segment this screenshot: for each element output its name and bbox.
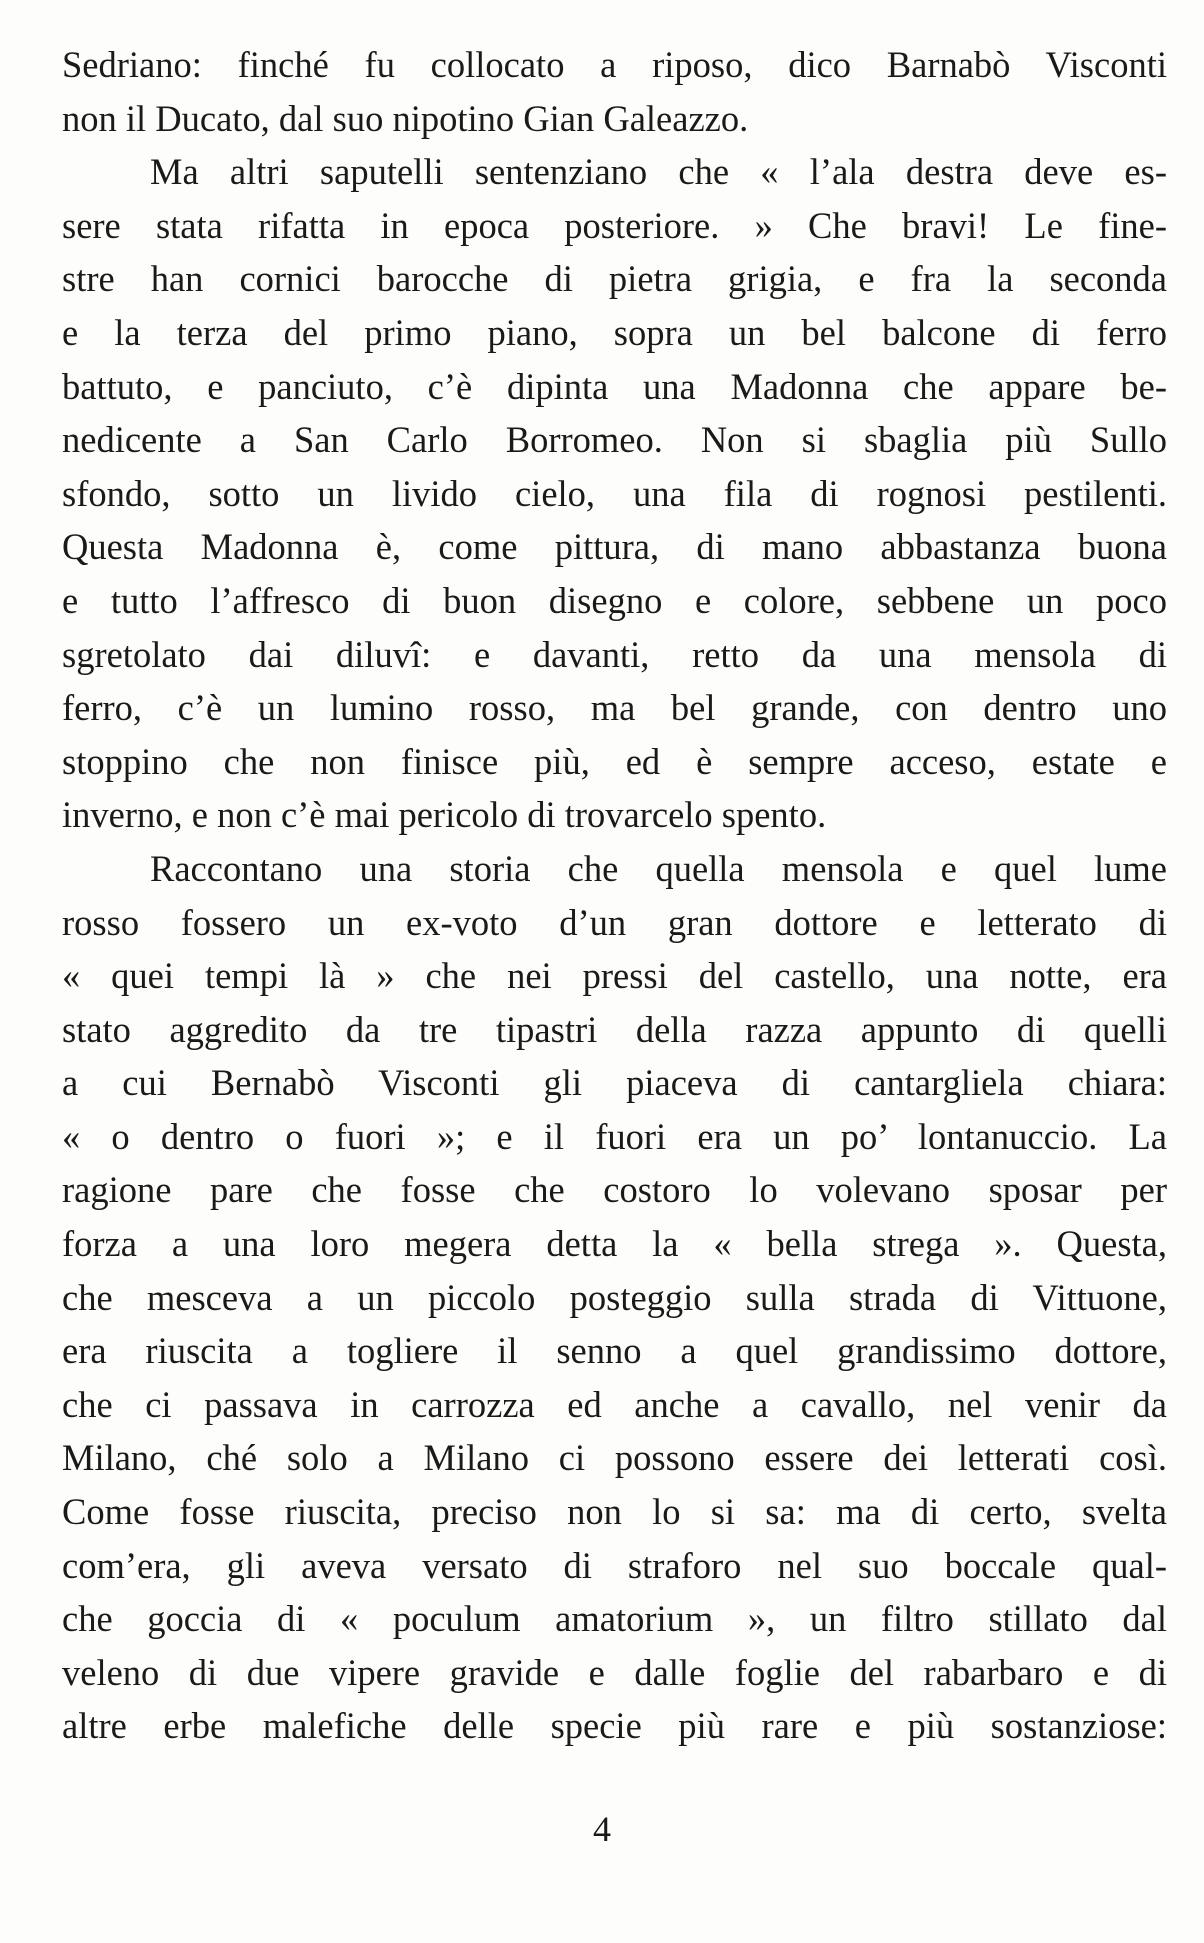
- text-line-5: stre han cornici barocche di pietra grigia, e fra la seconda: [62, 258, 1167, 300]
- text-line-12: sgretolato dai diluvî: e davanti, retto da una mensola di: [62, 633, 1167, 675]
- text-line-8: nedicente a San Carlo Borromeo. Non si sbaglia più Sullo: [62, 419, 1167, 461]
- text-line-29: com’era, gli aveva versato di straforo nel suo boccale qual-: [62, 1544, 1167, 1586]
- text-line-11: e tutto l’affresco di buon disegno e colore, sebbene un poco: [62, 579, 1167, 621]
- text-line-13: ferro, c’è un lumino rosso, ma bel grande, con dentro uno: [62, 687, 1167, 729]
- text-line-21: « o dentro o fuori »; e il fuori era un po’ lontanuccio. La: [62, 1115, 1167, 1157]
- text-line-18: « quei tempi là » che nei pressi del castello, una notte, era: [62, 955, 1167, 997]
- text-line-26: che ci passava in carrozza ed anche a cavallo, nel venir da: [62, 1383, 1167, 1425]
- page-number: 4: [593, 1809, 611, 1849]
- text-line-22: ragione pare che fosse che costoro lo volevano sposar per: [62, 1169, 1167, 1211]
- text-line-25: era riuscita a togliere il senno a quel grandissimo dottore,: [62, 1330, 1167, 1372]
- body-text: [62, 38, 1167, 1753]
- text-line-17: rosso fossero un ex-voto d’un gran dottore e letterato di: [62, 901, 1167, 943]
- text-line-27: Milano, ché solo a Milano ci possono essere dei letterati così.: [62, 1437, 1167, 1479]
- text-line-10: Questa Madonna è, come pittura, di mano abbastanza buona: [62, 526, 1167, 568]
- text-line-9: sfondo, sotto un livido cielo, una fila di rognosi pestilenti.: [62, 472, 1167, 514]
- text-line-3-paragraph-start: Ma altri saputelli sentenziano che « l’ala destra deve es-: [150, 151, 1167, 193]
- text-line-20: a cui Bernabò Visconti gli piaceva di cantargliela chiara:: [62, 1062, 1167, 1104]
- text-line-30: che goccia di « poculum amatorium », un filtro stillato dal: [62, 1598, 1167, 1640]
- text-line-31: veleno di due vipere gravide e dalle foglie del rabarbaro e di: [62, 1651, 1167, 1693]
- text-line-28: Come fosse riuscita, preciso non lo si sa: ma di certo, svelta: [62, 1491, 1167, 1533]
- text-line-24: che mesceva a un piccolo posteggio sulla strada di Vittuone,: [62, 1276, 1167, 1318]
- text-line-16-paragraph-start: Raccontano una storia che quella mensola e quel lume: [150, 847, 1167, 889]
- text-line-23: forza a una loro megera detta la « bella strega ». Questa,: [62, 1223, 1167, 1265]
- text-line-19: stato aggredito da tre tipastri della razza appunto di quelli: [62, 1008, 1167, 1050]
- text-line-7: battuto, e panciuto, c’è dipinta una Madonna che appare be-: [62, 365, 1167, 407]
- text-line-2: non il Ducato, dal suo nipotino Gian Galeazzo.: [62, 97, 749, 139]
- text-line-14: stoppino che non finisce più, ed è sempre acceso, estate e: [62, 740, 1167, 782]
- text-line-6: e la terza del primo piano, sopra un bel balcone di ferro: [62, 311, 1167, 353]
- text-line-4: sere stata rifatta in epoca posteriore. » Che bravi! Le fine-: [62, 204, 1167, 246]
- text-line-1: Sedriano: finché fu collocato a riposo, dico Barnabò Visconti: [62, 44, 1167, 85]
- text-line-32: altre erbe malefiche delle specie più rare e più sostanziose:: [62, 1705, 1167, 1747]
- text-line-15: inverno, e non c’è mai pericolo di trovarcelo spento.: [62, 794, 827, 836]
